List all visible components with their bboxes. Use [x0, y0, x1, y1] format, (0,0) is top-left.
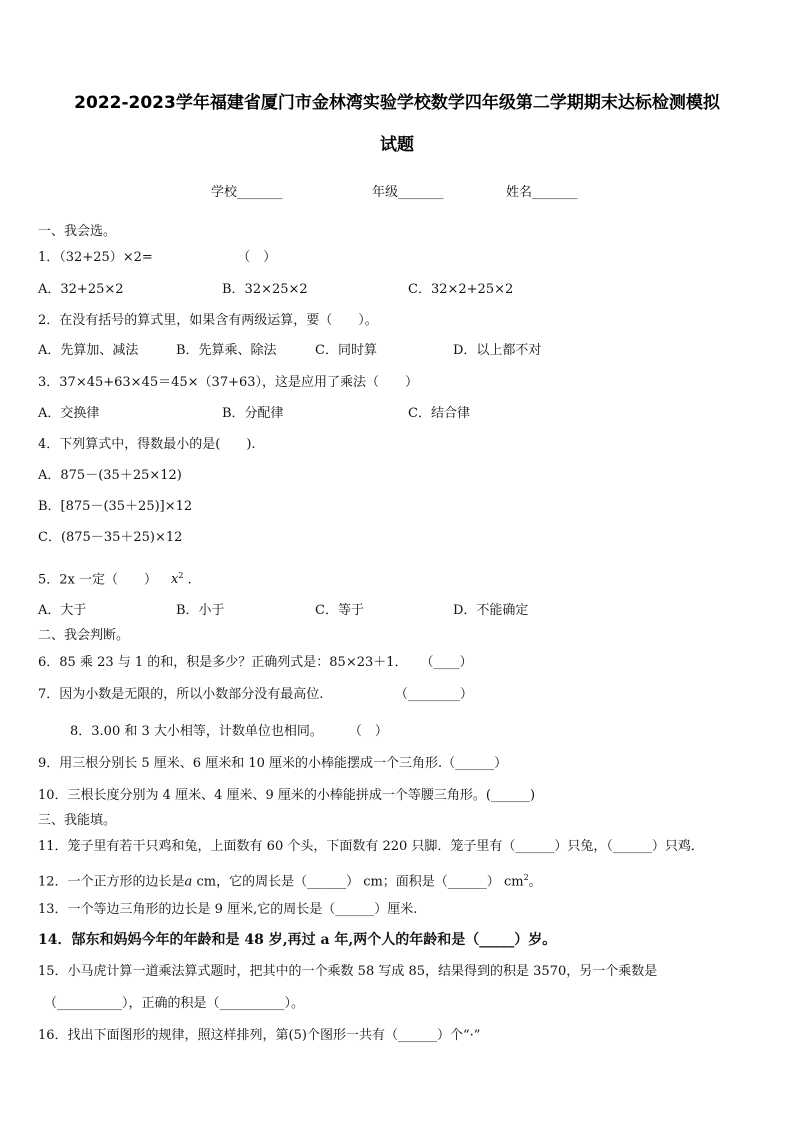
school-field: 学校_______	[211, 185, 283, 200]
question-14: 14．郜东和妈妈今年的年龄和是 48 岁,再过 a 年,两个人的年龄和是（_____）岁。	[38, 932, 557, 948]
question-2: 2．在没有括号的算式里，如果含有两级运算，要（ ）。	[38, 313, 378, 328]
question-12	[38, 870, 542, 890]
grade-field: 年级_______	[372, 185, 444, 200]
question-3: 3．37×45+63×45＝45×（37+63），这是应用了乘法（ ）	[38, 375, 419, 390]
question-15-line1: 15．小马虎计算一道乘法算式题时，把其中的一个乘数 58 写成 85，结果得到的积是 3570，另一个乘数是	[38, 964, 658, 979]
exam-title-line1: 2022-2023学年福建省厦门市金林湾实验学校数学四年级第二学期期末达标检测模拟	[74, 93, 720, 113]
question-5	[38, 568, 192, 588]
q12-unit-cm: cm	[192, 874, 217, 890]
q2-option-a: A．先算加、减法	[38, 343, 139, 358]
q2-option-b: B．先算乘、除法	[176, 343, 277, 358]
q5-exponent: 2	[178, 571, 184, 580]
q5-option-a: A．大于	[38, 603, 87, 618]
name-field: 姓名_______	[506, 185, 578, 200]
section-heading-1: 一、我会选。	[38, 224, 117, 239]
q5-option-c: C．等于	[315, 603, 364, 618]
question-10: 10．三根长度分别为 4 厘米、4 厘米、9 厘米的小棒能拼成一个等腰三角形。(______)	[38, 788, 536, 803]
q4-option-a: A．875－(35＋25×12)	[38, 468, 182, 483]
section-heading-3: 三、我能填。	[38, 813, 117, 828]
q12-pre: 12．一个正方形的边长是	[38, 874, 185, 890]
q5-variable: x	[171, 572, 179, 588]
q4-option-b: B．[875－(35＋25)]×12	[38, 499, 193, 514]
q3-option-b: B．分配律	[222, 406, 284, 421]
q12-variable: a	[184, 874, 193, 890]
question-6: 6．85 乘 23 与 1 的和，积是多少？正确列式是：85×23＋1． （____）	[38, 655, 473, 670]
q5-option-d: D．不能确定	[453, 603, 529, 618]
q3-option-a: A．交换律	[38, 406, 100, 421]
question-15-line2: （__________），正确的积是（__________）。	[44, 996, 305, 1011]
q2-option-d: D．以上都不对	[453, 343, 542, 358]
question-16: 16．找出下面图形的规律，照这样排列，第(5)个图形一共有（______）个“·”	[38, 1028, 481, 1043]
q12-mid: ，它的周长是（______） cm；面积是（______）	[216, 874, 500, 890]
q12-post: 。	[528, 874, 542, 890]
question-13: 13．一个等边三角形的边长是 9 厘米,它的周长是（______）厘米.	[38, 902, 418, 917]
question-9: 9．用三根分别长 5 厘米、6 厘米和 10 厘米的小棒能摆成一个三角形.（______）	[38, 756, 508, 771]
q1-option-c: C．32×2+25×2	[408, 282, 514, 297]
q4-option-c: C．(875－35＋25)×12	[38, 530, 183, 545]
q3-option-c: C．结合律	[408, 406, 470, 421]
q5-option-b: B．小于	[176, 603, 225, 618]
q12-unit-cm2: cm	[499, 874, 524, 890]
q12-exponent: 2	[523, 873, 529, 882]
exam-title-line2: 试题	[380, 135, 414, 155]
question-4: 4．下列算式中，得数最小的是( ).	[38, 437, 256, 452]
q5-stem-post: .	[183, 572, 192, 588]
q5-stem-pre: 5．2x 一定（ ）	[38, 572, 158, 588]
question-7: 7．因为小数是无限的，所以小数部分没有最高位. （________）	[38, 687, 473, 702]
question-11: 11．笼子里有若干只鸡和兔，上面数有 60 个头，下面数有 220 只脚．笼子里有（______）只兔，（______）只鸡．	[38, 839, 704, 854]
q1-option-b: B．32×25×2	[222, 282, 308, 297]
q1-option-a: A．32+25×2	[38, 282, 124, 297]
q2-option-c: C．同时算	[315, 343, 377, 358]
question-8: 8．3.00 和 3 大小相等，计数单位也相同。 （ ）	[70, 724, 388, 739]
question-1: 1．（32+25）×2= （ ）	[38, 250, 277, 265]
section-heading-2: 二、我会判断。	[38, 628, 130, 643]
